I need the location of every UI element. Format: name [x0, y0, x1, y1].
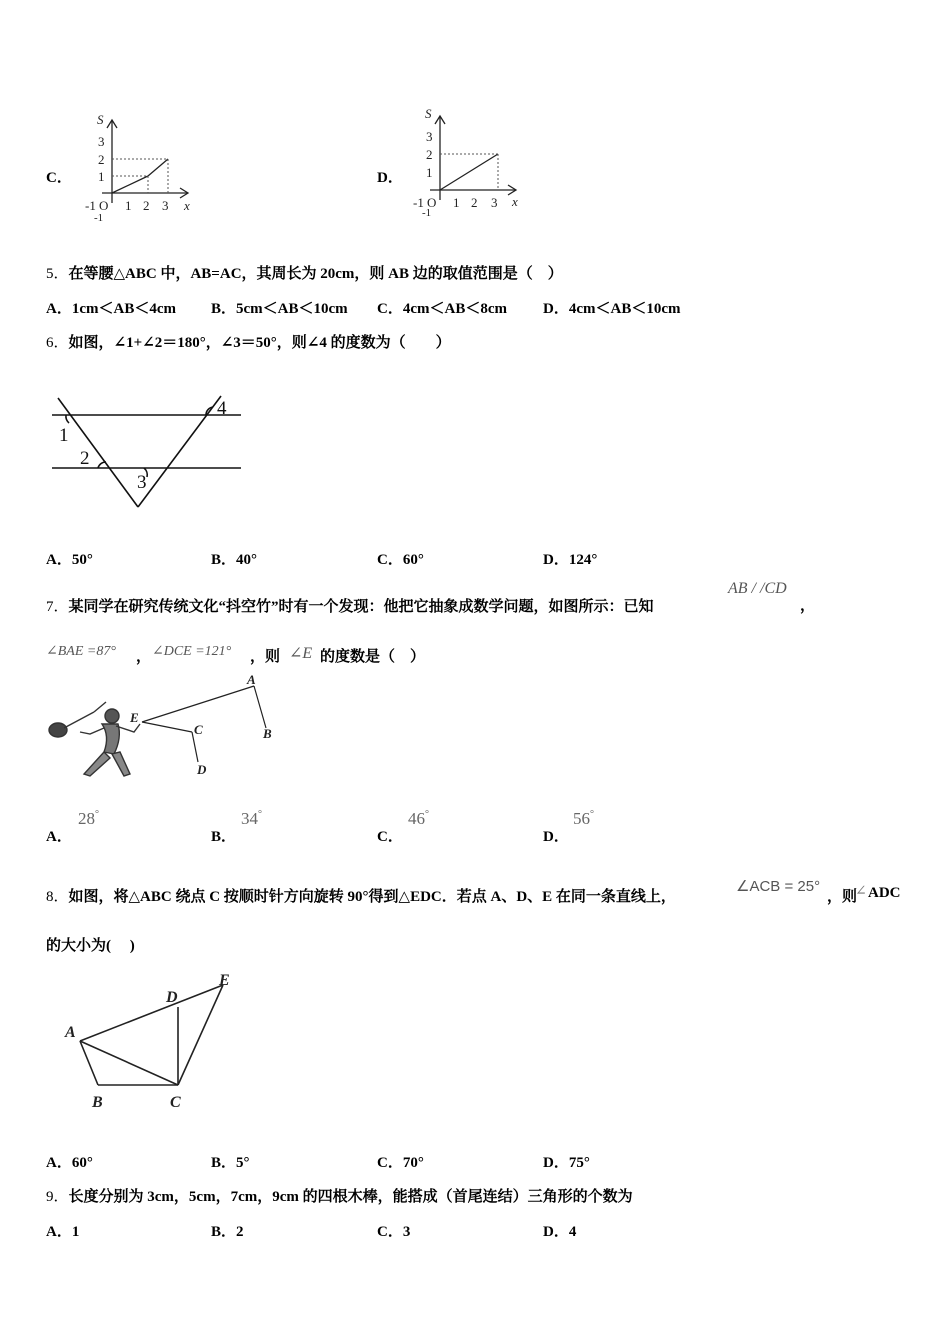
q8-label-a: A — [65, 1024, 76, 1041]
graph-c-ytick-1: 1 — [98, 169, 105, 184]
q6-number: 6． — [46, 335, 69, 351]
graph-d-xtick-3: 3 — [491, 195, 498, 210]
q8-number: 8． — [46, 889, 69, 905]
q8-text: 如图，将△ABC 绕点 C 按顺时针方向旋转 90°得到△EDC．若点 A、D、E 在同一条直线上， — [68, 889, 676, 905]
q9-option-a[interactable]: A．1 — [46, 1224, 80, 1240]
q5-option-a[interactable]: A．1cm＜AB＜4cm — [46, 301, 176, 317]
q6-label-2: 2 — [80, 448, 90, 469]
q9-option-d[interactable]: D．4 — [543, 1224, 577, 1240]
q7-label-e: E — [130, 710, 139, 725]
q7-label-b: B — [263, 726, 272, 741]
q7-figure — [44, 672, 284, 787]
q8-option-c[interactable]: C．70° — [377, 1155, 424, 1171]
q7-option-c-value[interactable]: 46° — [408, 809, 429, 828]
q8-figure — [58, 965, 258, 1115]
q6-text: 如图，∠1+∠2＝180°，∠3＝50°，则∠4 的度数为（ ） — [68, 335, 451, 351]
graph-d-xtick-2: 2 — [471, 195, 478, 210]
q7-segment-ab — [254, 686, 266, 728]
q7-label-d: D — [197, 762, 207, 777]
q7-given-parallel: AB / /CD — [728, 580, 787, 597]
diabolo-icon — [49, 723, 67, 737]
graph-d-ytick-3: 3 — [426, 129, 433, 144]
graph-c-xtick-2: 2 — [143, 198, 150, 213]
q8-option-d[interactable]: D．75° — [543, 1155, 590, 1171]
q7-option-c-label[interactable]: C． — [377, 829, 403, 845]
q7-number: 7． — [46, 599, 69, 615]
graph-d-xtick-1: 1 — [453, 195, 460, 210]
graph-c-segment-2 — [148, 159, 168, 176]
q4-graph-d — [408, 102, 523, 217]
q6-stem — [46, 331, 451, 352]
q6-angle-1-arc — [66, 415, 69, 423]
q6-label-4: 4 — [217, 398, 227, 419]
q8-label-d: D — [166, 989, 178, 1006]
graph-d-ytick-2: 2 — [426, 147, 433, 162]
graph-c-ytick-neg1: -1 — [94, 212, 104, 223]
q4-option-d-label[interactable]: D． — [377, 170, 403, 186]
q7-sep: ， — [136, 649, 152, 665]
graph-d-ytick-neg1: -1 — [422, 207, 432, 217]
q7-option-d-value[interactable]: 56° — [573, 809, 594, 828]
q7-label-a: A — [247, 672, 256, 687]
graph-d-segment — [440, 154, 498, 190]
graph-c-x-label: x — [184, 198, 190, 213]
q7-option-d-label[interactable]: D． — [543, 829, 569, 845]
q9-number: 9． — [46, 1189, 69, 1205]
q8-then: ，则 — [827, 889, 858, 905]
graph-c-origin: O — [99, 198, 109, 213]
q8-tail: ADC — [868, 885, 901, 901]
q9-option-b[interactable]: B．2 — [211, 1224, 244, 1240]
q7-text: 某同学在研究传统文化“抖空竹”时有一个发现：他把它抽象成数学问题，如图所示：已知 — [68, 599, 654, 615]
q5-number: 5． — [46, 266, 69, 282]
q9-stem — [46, 1185, 633, 1206]
q7-stem-line1 — [46, 595, 654, 616]
q5-option-b[interactable]: B．5cm＜AB＜10cm — [211, 301, 348, 317]
q8-angle-acb: ∠ACB = 25° — [736, 878, 821, 895]
q9-text: 长度分别为 3cm，5cm，7cm，9cm 的四根木棒，能搭成（首尾连结）三角形的个数为 — [68, 1189, 633, 1205]
q6-option-c[interactable]: C．60° — [377, 552, 424, 568]
q7-option-b-label[interactable]: B． — [211, 829, 237, 845]
graph-c-ytick-2: 2 — [98, 152, 105, 167]
q5-option-d[interactable]: D．4cm＜AB＜10cm — [543, 301, 681, 317]
graph-c-xtick-3: 3 — [162, 198, 169, 213]
q8-label-b: B — [92, 1094, 103, 1111]
q7-segment-ec — [142, 722, 192, 732]
graph-c-xtick-neg1: -1 — [85, 198, 96, 213]
graph-d-x-label: x — [512, 194, 518, 209]
q8-label-c: C — [170, 1094, 181, 1111]
q7-segment-ea — [142, 686, 254, 722]
q7-comma: ， — [800, 598, 816, 614]
q7-option-b-value[interactable]: 34° — [241, 809, 262, 828]
q6-option-d[interactable]: D．124° — [543, 552, 598, 568]
q6-option-a[interactable]: A．50° — [46, 552, 93, 568]
q8-option-a[interactable]: A．60° — [46, 1155, 93, 1171]
q7-angle-dce: ∠DCE =121° — [152, 644, 232, 659]
q8-stem-line2: 的大小为( ) — [46, 938, 135, 954]
q5-option-c[interactable]: C．4cm＜AB＜8cm — [377, 301, 507, 317]
q7-option-a-label[interactable]: A． — [46, 829, 72, 845]
q6-option-b[interactable]: B．40° — [211, 552, 258, 568]
graph-d-ytick-1: 1 — [426, 165, 433, 180]
graph-d-s-label: S — [425, 106, 432, 121]
q7-angle-e: ∠E — [289, 645, 313, 662]
graph-c-ytick-3: 3 — [98, 134, 105, 149]
q6-label-3: 3 — [137, 472, 147, 493]
q6-right-transversal — [138, 396, 221, 507]
q7-angle-bae: ∠BAE =87° — [46, 644, 116, 659]
q6-figure — [46, 390, 246, 515]
graph-c-xtick-1: 1 — [125, 198, 132, 213]
graph-d-origin: O — [427, 195, 437, 210]
q8-angle-symbol-icon: ∠ — [855, 884, 867, 899]
q7-label-c: C — [194, 722, 203, 737]
q4-option-c-label[interactable]: C． — [46, 170, 72, 186]
graph-d-xtick-neg1: -1 — [413, 195, 424, 210]
q7-then: ，则 — [250, 649, 281, 665]
graph-c-segment-1 — [112, 176, 148, 193]
q5-text: 在等腰△ABC 中，AB=AC，其周长为 20cm，则 AB 边的取值范围是（ ） — [68, 266, 563, 282]
q7-option-a-value[interactable]: 28° — [78, 809, 99, 828]
q4-graph-c — [80, 108, 195, 223]
q5-stem — [46, 262, 563, 283]
graph-c-s-label: S — [97, 112, 104, 127]
q7-person-illustration — [49, 702, 140, 776]
q8-option-b[interactable]: B．5° — [211, 1155, 250, 1171]
q8-label-e: E — [219, 972, 230, 989]
q6-label-1: 1 — [59, 425, 69, 446]
q8-stem-line1 — [46, 885, 676, 906]
q7-tail: 的度数是（ ） — [320, 649, 426, 665]
q9-option-c[interactable]: C．3 — [377, 1224, 411, 1240]
